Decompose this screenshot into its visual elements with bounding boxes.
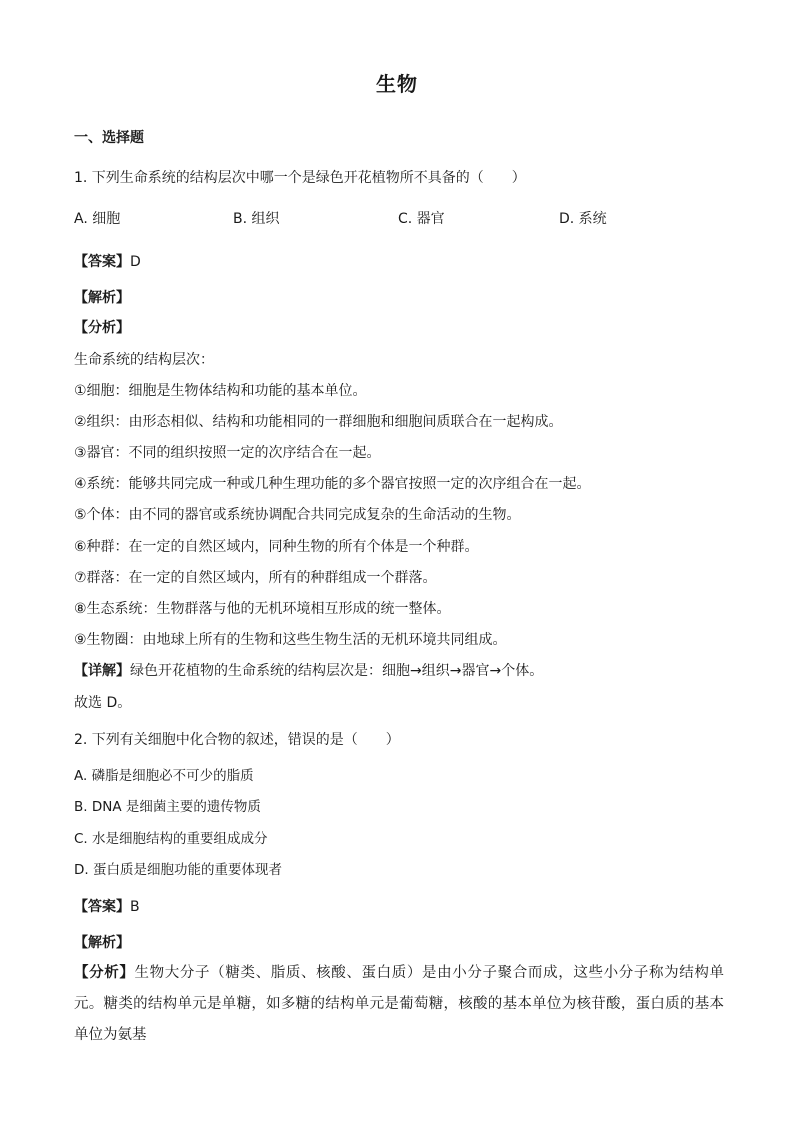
detail-text: 绿色开花植物的生命系统的结构层次是：细胞→组织→器官→个体。: [130, 663, 544, 679]
document-title: 生物: [376, 72, 418, 96]
question-2-option-c: C. 水是细胞结构的重要组成成分: [74, 831, 268, 847]
fenxi-text: 生物大分子（糖类、脂质、核酸、蛋白质）是由小分子聚合而成，这些小分子称为结构单元。糖类的结构单元是单糖，如多糖的结构单元是葡萄糖，核酸的基本单位为核苷酸，蛋白质的基本单位为氨基: [74, 965, 725, 1043]
section-heading: 一、选择题: [74, 130, 144, 146]
question-2-option-b: B. DNA 是细菌主要的遗传物质: [74, 799, 261, 815]
question-1-detail: [74, 661, 543, 681]
question-1-analysis-tag: 【解析】: [74, 290, 130, 306]
question-2-option-a: A. 磷脂是细胞必不可少的脂质: [74, 768, 254, 784]
analysis-intro: 生命系统的结构层次：: [74, 352, 214, 368]
question-2-answer: [74, 897, 140, 917]
level-item: ⑧生态系统：生物群落与他的无机环境相互形成的统一整体。: [74, 601, 451, 617]
question-2-analysis-tag: 【解析】: [74, 935, 130, 951]
question-1-option-a: A. 细胞: [74, 211, 121, 227]
detail-tag: 【详解】: [74, 663, 130, 679]
answer-value: D: [130, 254, 141, 270]
answer-value: B: [130, 899, 140, 915]
question-2-stem: 2. 下列有关细胞中化合物的叙述，错误的是（ ）: [74, 732, 400, 748]
question-1-answer: [74, 252, 141, 272]
question-2-fenxi: [74, 958, 724, 1051]
question-1-option-b: B. 组织: [233, 211, 280, 227]
question-1-stem: 1. 下列生命系统的结构层次中哪一个是绿色开花植物所不具备的（ ）: [74, 170, 526, 186]
question-1-option-d: D. 系统: [559, 211, 607, 227]
question-1-conclusion: 故选 D。: [74, 695, 132, 711]
level-item: ③器官：不同的组织按照一定的次序结合在一起。: [74, 445, 381, 461]
level-item: ⑦群落：在一定的自然区域内，所有的种群组成一个群落。: [74, 570, 437, 586]
level-item: ⑤个体：由不同的器官或系统协调配合共同完成复杂的生命活动的生物。: [74, 507, 521, 523]
question-1-options: [74, 208, 734, 230]
level-item: ④系统：能够共同完成一种或几种生理功能的多个器官按照一定的次序组合在一起。: [74, 476, 591, 492]
level-item: ②组织：由形态相似、结构和功能相同的一群细胞和细胞间质联合在一起构成。: [74, 414, 563, 430]
fenxi-tag: 【分析】: [74, 965, 135, 981]
answer-tag: 【答案】: [74, 899, 130, 915]
level-item: ⑥种群：在一定的自然区域内，同种生物的所有个体是一个种群。: [74, 539, 479, 555]
level-item: ⑨生物圈：由地球上所有的生物和这些生物生活的无机环境共同组成。: [74, 632, 507, 648]
question-1-option-c: C. 器官: [398, 211, 445, 227]
question-1-fenxi-tag: 【分析】: [74, 320, 130, 336]
question-2-option-d: D. 蛋白质是细胞功能的重要体现者: [74, 862, 282, 878]
level-item: ①细胞：细胞是生物体结构和功能的基本单位。: [74, 383, 367, 399]
answer-tag: 【答案】: [74, 254, 130, 270]
